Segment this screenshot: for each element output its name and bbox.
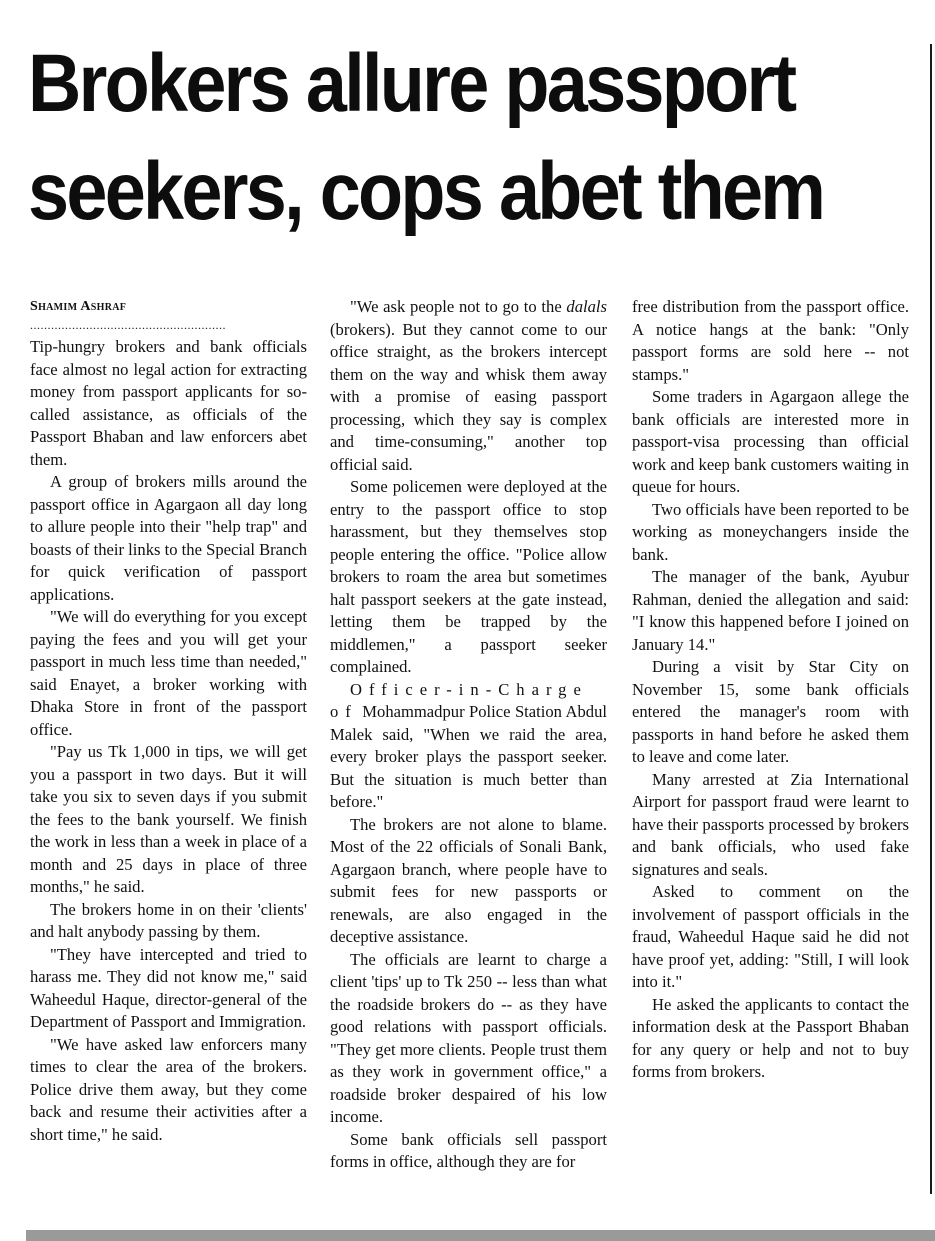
emphasis-term: dalals [566,297,607,316]
paragraph-text-spaced: Officer-in-Charge of [330,679,588,721]
paragraph: "Pay us Tk 1,000 in tips, we will get you a passport in two days. But it will take you six to seven days if you submit the fees to the bank yourself. We finish the work in less than a week in place of a month and 25 days in place of three months," he said. [30,742,307,896]
article-column-2 [330,296,607,1174]
byline: Shamim Ashraf [30,299,127,314]
paragraph: Many arrested at Zia International Airport for passport fraud were learnt to have their passports processed by brokers and bank officials, who used fake signatures and seals. [632,769,909,879]
paragraph: Some bank officials sell passport forms in office, although they are for [330,1129,607,1171]
paragraph [330,296,607,476]
column-rule [930,44,932,1194]
paragraph: During a visit by Star City on November 15, some bank officials entered the manager's room with passports in hand before he asked them to leave and come later. [632,657,909,766]
headline-line-2: seekers, cops abet them [28,146,824,237]
article-headline [28,30,829,246]
paragraph: The brokers home in on their 'clients' and halt anybody passing by them. [30,899,307,941]
paragraph: free distribution from the passport office. A notice hangs at the bank: "Only passport forms are sold here -- not stamps." [632,297,909,384]
paragraph: Two officials have been reported to be working as moneychangers inside the bank. [632,499,909,564]
paragraph: "We will do everything for you except paying the fees and you will get your passport in much less time than needed," said Enayet, a broker working with Dhaka Store in front of the passport office. [30,607,307,739]
article-column-3 [632,296,909,1084]
paragraph: Tip-hungry brokers and bank officials face almost no legal action for extracting money from passport applicants for so-called assistance, as officials of the Passport Bhaban and law enforcers abet them. [30,337,307,469]
paragraph: The manager of the bank, Ayubur Rahman, denied the allegation and said: "I know this happened before I joined on January 14." [632,567,909,654]
paragraph: The officials are learnt to charge a client 'tips' up to Tk 250 -- less than what the roadside brokers do -- as they have good relations with passport officials. "They get more clients. People trust them as they work in government office," a roadside broker despaired of his low income. [330,949,607,1126]
paragraph: "We have asked law enforcers many times to clear the area of the brokers. Police drive them away, but they come back and resume their activities after a short time," he said. [30,1034,307,1144]
paragraph-text: "We ask people not to go to the [350,297,567,316]
page-bottom-border [26,1230,935,1241]
headline-line-1: Brokers allure passport [28,38,795,129]
paragraph: The brokers are not alone to blame. Most of the 22 officials of Sonali Bank, Agargaon branch, where people have to submit fees for new passports or renewals, are also engaged in the deceptive assistance. [330,814,607,946]
paragraph-text: Mohammadpur Police Station Abdul Malek said, "When we raid the area, every broker plays the passport seeker. But the situation is much better than before." [330,702,607,811]
paragraph: Some policemen were deployed at the entry to the passport office to stop harassment, but they themselves stop people entering the office. "Police allow brokers to roam the area but sometimes halt passport seekers at the gate instead, letting them be trapped by the middlemen," a passport seeker complained. [330,477,607,676]
paragraph-text: (brokers). But they cannot come to our office straight, as the brokers intercept them on the way and whisk them away with a promise of easing passport processing, which they say is complex and time-consuming," another top official said. [330,319,607,474]
paragraph [330,679,607,814]
paragraph: He asked the applicants to contact the information desk at the Passport Bhaban for any query or help and not to buy forms from brokers. [632,994,909,1081]
article-column-1 [30,296,307,1146]
byline-divider: ........................................................ [30,318,226,332]
paragraph: Asked to comment on the involvement of passport officials in the fraud, Waheedul Haque said he did not have proof yet, adding: "Still, I will look into it." [632,882,909,991]
paragraph: A group of brokers mills around the passport office in Agargaon all day long to allure people into their "help trap" and boasts of their links to the Special Branch for quick verification of passport applications. [30,472,307,604]
paragraph: "They have intercepted and tried to harass me. They did not know me," said Waheedul Haque, director-general of the Department of Passport and Immigration. [30,944,307,1031]
paragraph: Some traders in Agargaon allege the bank officials are interested more in passport-visa processing than official work and keep bank customers waiting in queue for hours. [632,387,909,496]
